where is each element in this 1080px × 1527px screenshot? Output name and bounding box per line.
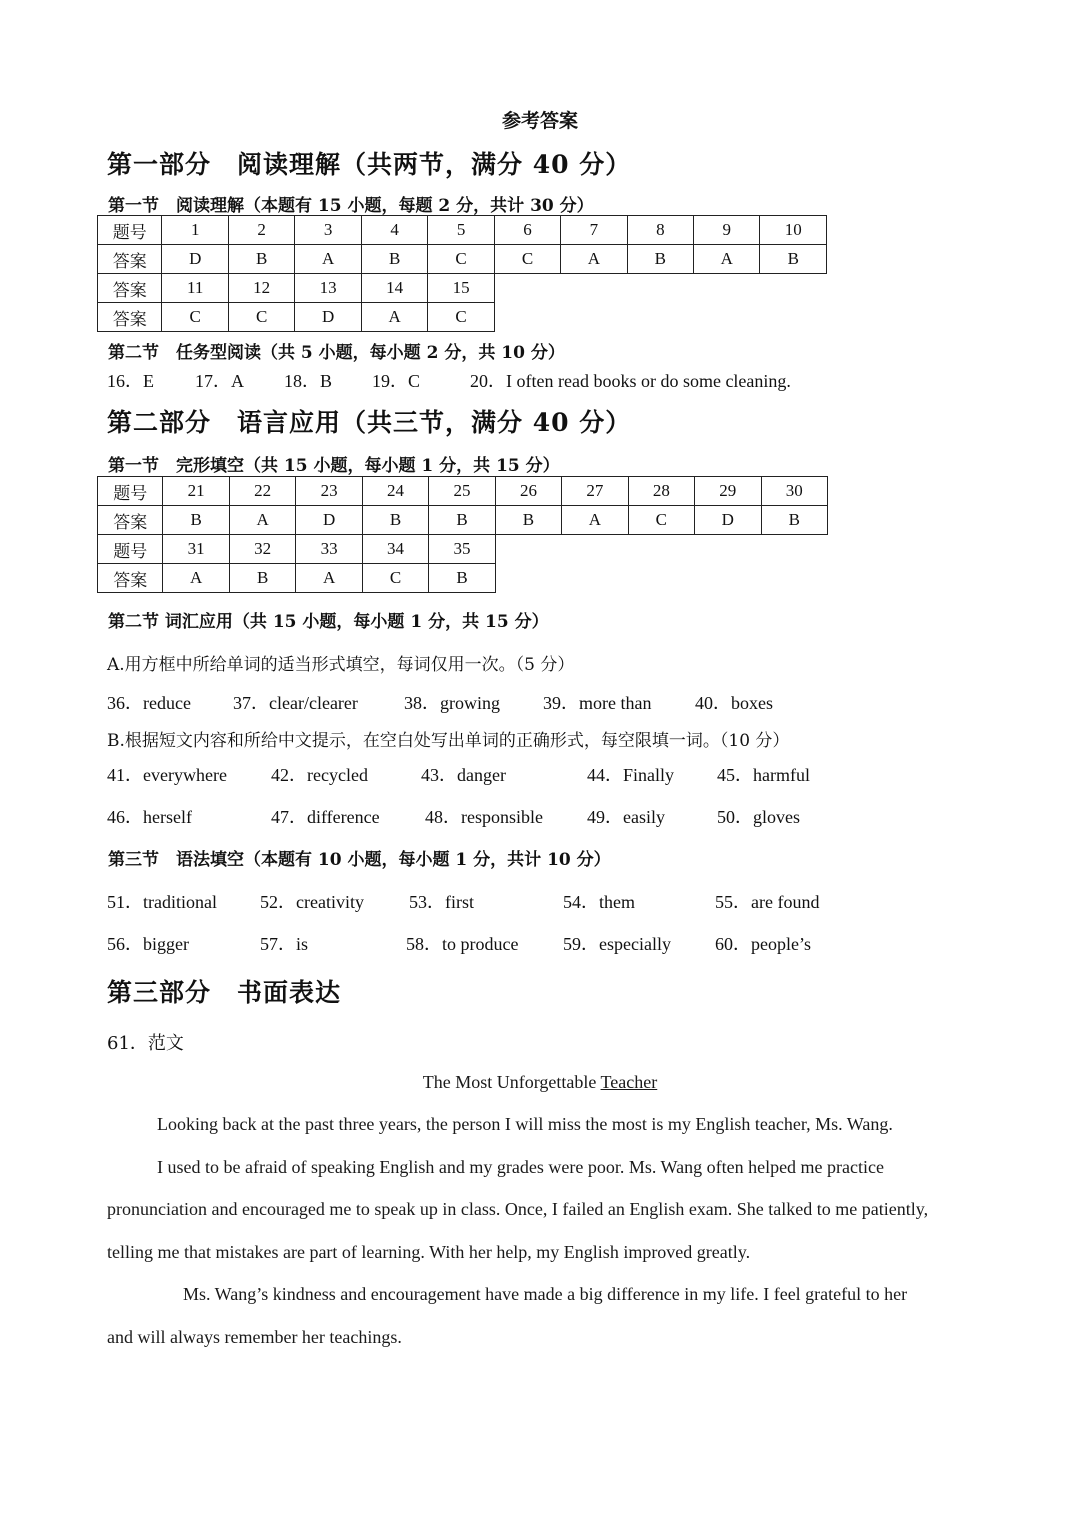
table-cell xyxy=(695,535,761,564)
table-cell: 29 xyxy=(695,477,761,506)
table-row-label: 答案 xyxy=(98,274,162,303)
answer-18: 18．B xyxy=(284,371,333,391)
table-cell: 34 xyxy=(362,535,428,564)
table-cell: 12 xyxy=(228,274,294,303)
answer-57: 57．is xyxy=(260,934,309,954)
answer-55: 55．are found xyxy=(715,892,820,912)
answer-42: 42．recycled xyxy=(271,765,368,785)
table-cell: 10 xyxy=(760,216,827,245)
table-cell xyxy=(561,303,627,332)
answer-16: 16．E xyxy=(107,371,154,391)
table-cell: 2 xyxy=(228,216,294,245)
answer-41: 41．everywhere xyxy=(107,765,227,785)
table-cell: B xyxy=(429,564,495,593)
essay-para2-line3: telling me that mistakes are part of learning. With her help, my English improved greatly. xyxy=(107,1242,751,1262)
table-cell xyxy=(494,274,560,303)
table-cell: 24 xyxy=(362,477,428,506)
table-cell: D xyxy=(296,506,362,535)
reading-answer-table xyxy=(97,215,827,332)
table-cell: A xyxy=(295,245,361,274)
table-cell xyxy=(761,564,827,593)
answer-60: 60．people’s xyxy=(715,934,811,954)
answer-54: 54．them xyxy=(563,892,635,912)
table-cell: B xyxy=(495,506,561,535)
table-row xyxy=(98,303,827,332)
table-row-label: 答案 xyxy=(98,303,162,332)
part3-heading: 第三部分 书面表达 xyxy=(107,978,342,1007)
answer-50: 50．gloves xyxy=(717,807,800,827)
table-cell: D xyxy=(295,303,361,332)
table-cell: D xyxy=(162,245,228,274)
table-row xyxy=(98,245,827,274)
answer-43: 43．danger xyxy=(421,765,506,785)
table-cell: 22 xyxy=(229,477,295,506)
table-cell: 35 xyxy=(429,535,495,564)
table-cell xyxy=(761,535,827,564)
table-cell: 28 xyxy=(628,477,694,506)
table-cell: C xyxy=(428,245,494,274)
answer-56: 56．bigger xyxy=(107,934,189,954)
table-row-label: 答案 xyxy=(98,564,163,593)
table-cell xyxy=(627,303,693,332)
table-cell: C xyxy=(362,564,428,593)
table-cell: 31 xyxy=(163,535,229,564)
table-cell: C xyxy=(494,245,560,274)
part2-section2-partB-instruction: B.根据短文内容和所给中文提示，在空白处写出单词的正确形式，每空限填一词。（10 分） xyxy=(107,731,790,751)
table-row-label: 题号 xyxy=(98,477,163,506)
answer-45: 45．harmful xyxy=(717,765,810,785)
part1-section1-heading: 第一节 阅读理解（本题有 15 小题，每题 2 分，共计 30 分） xyxy=(108,196,594,216)
table-cell: 9 xyxy=(694,216,760,245)
table-cell: 21 xyxy=(163,477,229,506)
table-row-label: 题号 xyxy=(98,535,163,564)
table-cell: 33 xyxy=(296,535,362,564)
table-row-label: 答案 xyxy=(98,506,163,535)
essay-para1: Looking back at the past three years, the person I will miss the most is my English teacher, Ms. Wang. xyxy=(157,1114,893,1134)
table-cell: 3 xyxy=(295,216,361,245)
table-cell xyxy=(495,564,561,593)
answer-46: 46．herself xyxy=(107,807,192,827)
table-cell xyxy=(628,564,694,593)
table-cell xyxy=(562,564,628,593)
table-row-label: 题号 xyxy=(98,216,162,245)
essay-title xyxy=(0,1072,1080,1093)
essay-para2-line1: I used to be afraid of speaking English and my grades were poor. Ms. Wang often helped me practice xyxy=(157,1157,884,1177)
table-cell: 14 xyxy=(361,274,427,303)
essay-para3-line1: Ms. Wang’s kindness and encouragement have made a big difference in my life. I feel grateful to her xyxy=(183,1284,908,1304)
table-cell: 1 xyxy=(162,216,228,245)
cloze-answer-table xyxy=(97,476,828,593)
answer-40: 40．boxes xyxy=(695,693,773,713)
answer-44: 44．Finally xyxy=(587,765,675,785)
item-61-label: 61．范文 xyxy=(107,1033,184,1054)
answer-38: 38．growing xyxy=(404,693,500,713)
table-row xyxy=(98,535,828,564)
table-cell: 30 xyxy=(761,477,827,506)
essay-title-text: The Most Unforgettable xyxy=(422,1072,601,1092)
table-row xyxy=(98,216,827,245)
answer-48: 48．responsible xyxy=(425,807,543,827)
table-cell xyxy=(494,303,560,332)
table-cell: 6 xyxy=(494,216,560,245)
answer-58: 58．to produce xyxy=(406,934,519,954)
table-cell: B xyxy=(760,245,827,274)
table-cell: 7 xyxy=(561,216,627,245)
table-cell xyxy=(695,564,761,593)
table-row xyxy=(98,274,827,303)
table-cell: B xyxy=(429,506,495,535)
essay-para3-line2: and will always remember her teachings. xyxy=(107,1327,402,1347)
part2-section2-heading: 第二节 词汇应用（共 15 小题，每小题 1 分，共 15 分） xyxy=(108,612,549,632)
part2-section2-partA-instruction: A.用方框中所给单词的适当形式填空，每词仅用一次。（5 分） xyxy=(107,655,575,675)
table-cell: 26 xyxy=(495,477,561,506)
essay-title-underlined: Teacher xyxy=(600,1072,658,1092)
table-cell: C xyxy=(162,303,228,332)
table-cell: C xyxy=(628,506,694,535)
table-cell: A xyxy=(561,245,627,274)
table-cell: B xyxy=(228,245,294,274)
table-row xyxy=(98,477,828,506)
answer-37: 37．clear/clearer xyxy=(233,693,358,713)
answer-39: 39．more than xyxy=(543,693,652,713)
table-cell: A xyxy=(296,564,362,593)
table-cell: B xyxy=(163,506,229,535)
part2-section1-heading: 第一节 完形填空（共 15 小题，每小题 1 分，共 15 分） xyxy=(108,456,560,476)
table-cell xyxy=(694,274,760,303)
table-cell: C xyxy=(228,303,294,332)
page-title: 参考答案 xyxy=(501,110,578,132)
answer-52: 52．creativity xyxy=(260,892,364,912)
part1-heading: 第一部分 阅读理解（共两节，满分 40 分） xyxy=(107,150,632,179)
table-cell xyxy=(627,274,693,303)
answer-59: 59．especially xyxy=(563,934,671,954)
table-cell: A xyxy=(562,506,628,535)
part2-section3-heading: 第三节 语法填空（本题有 10 小题，每小题 1 分，共计 10 分） xyxy=(108,850,611,870)
table-cell xyxy=(760,274,827,303)
table-cell: 11 xyxy=(162,274,228,303)
table-cell xyxy=(495,535,561,564)
answer-19: 19．C xyxy=(372,371,421,391)
table-cell: 5 xyxy=(428,216,494,245)
part1-section2-heading: 第二节 任务型阅读（共 5 小题，每小题 2 分，共 10 分） xyxy=(108,343,565,363)
essay-para2-line2: pronunciation and encouraged me to speak up in class. Once, I failed an English exam. She talked to me patiently, xyxy=(107,1199,929,1219)
table-cell xyxy=(694,303,760,332)
answer-49: 49．easily xyxy=(587,807,665,827)
table-cell: B xyxy=(362,506,428,535)
answer-47: 47．difference xyxy=(271,807,380,827)
table-cell: C xyxy=(428,303,494,332)
table-cell: 23 xyxy=(296,477,362,506)
table-cell: B xyxy=(361,245,427,274)
answer-51: 51．traditional xyxy=(107,892,217,912)
table-row-label: 答案 xyxy=(98,245,162,274)
answer-53: 53．first xyxy=(409,892,474,912)
table-cell xyxy=(561,274,627,303)
table-row xyxy=(98,564,828,593)
table-cell: B xyxy=(627,245,693,274)
table-cell: 27 xyxy=(562,477,628,506)
table-cell: 4 xyxy=(361,216,427,245)
table-cell: 8 xyxy=(627,216,693,245)
table-cell: A xyxy=(229,506,295,535)
table-row xyxy=(98,506,828,535)
table-cell xyxy=(760,303,827,332)
table-cell: B xyxy=(761,506,827,535)
table-cell: A xyxy=(694,245,760,274)
answer-17: 17．A xyxy=(195,371,244,391)
table-cell xyxy=(628,535,694,564)
table-cell: D xyxy=(695,506,761,535)
table-cell: 25 xyxy=(429,477,495,506)
answer-36: 36．reduce xyxy=(107,693,191,713)
answer-20: 20．I often read books or do some cleaning. xyxy=(470,371,791,391)
table-cell: A xyxy=(361,303,427,332)
table-cell: 15 xyxy=(428,274,494,303)
table-cell: A xyxy=(163,564,229,593)
table-cell: 32 xyxy=(229,535,295,564)
table-cell: B xyxy=(229,564,295,593)
table-cell xyxy=(562,535,628,564)
part2-heading: 第二部分 语言应用（共三节，满分 40 分） xyxy=(107,408,632,437)
table-cell: 13 xyxy=(295,274,361,303)
